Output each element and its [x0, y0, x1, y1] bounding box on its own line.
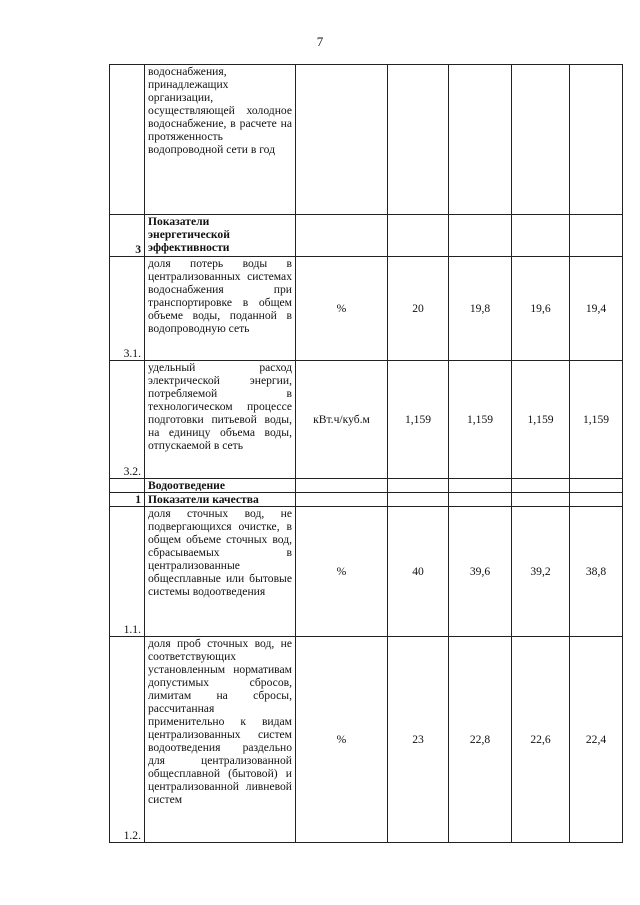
value-cell: 1,159 — [449, 361, 512, 479]
value-cell: 1,159 — [570, 361, 623, 479]
table-row — [110, 507, 623, 637]
unit-cell — [296, 65, 388, 215]
value-cell — [570, 493, 623, 507]
unit-cell — [296, 479, 388, 493]
value-cell — [388, 65, 449, 215]
indicator-description-cell: удельный расход электрической энергии, потребляемой в технологическом процессе подготовки питьевой воды, на единицу объема воды, отпускаемой в сеть — [145, 361, 296, 479]
unit-cell: % — [296, 257, 388, 361]
value-cell — [388, 493, 449, 507]
table-row — [110, 479, 623, 493]
indicator-description-cell: Показатели качества — [145, 493, 296, 507]
value-cell — [570, 479, 623, 493]
row-number-cell: 3 — [110, 215, 145, 257]
value-cell — [570, 65, 623, 215]
unit-cell: % — [296, 507, 388, 637]
indicator-description-cell: доля проб сточных вод, не соответствующих установленным нормативам допустимых сбросов, лимитам на сбросы, рассчитанная применительно к видам централизованных систем водоотведения раздельно для централизованной общесплавной (бытовой) и централизованной ливневой систем — [145, 637, 296, 843]
unit-cell: кВт.ч/куб.м — [296, 361, 388, 479]
indicator-description-cell: доля сточных вод, не подвергающихся очистке, в общем объеме сточных вод, сбрасываемых в централизованные общесплавные или бытовые системы водоотведения — [145, 507, 296, 637]
page-number: 7 — [316, 34, 324, 49]
indicator-description-cell: доля потерь воды в централизованных системах водоснабжения при транспортировке в общем объеме воды, поданной в водопроводную сеть — [145, 257, 296, 361]
value-cell — [388, 215, 449, 257]
value-cell: 39,6 — [449, 507, 512, 637]
value-cell: 40 — [388, 507, 449, 637]
value-cell: 23 — [388, 637, 449, 843]
value-cell: 19,4 — [570, 257, 623, 361]
table-row — [110, 215, 623, 257]
value-cell — [512, 479, 570, 493]
value-cell: 22,8 — [449, 637, 512, 843]
value-cell: 1,159 — [512, 361, 570, 479]
value-cell: 19,6 — [512, 257, 570, 361]
value-cell — [449, 493, 512, 507]
unit-cell — [296, 215, 388, 257]
value-cell: 22,6 — [512, 637, 570, 843]
row-number-cell: 1.1. — [110, 507, 145, 637]
value-cell: 1,159 — [388, 361, 449, 479]
indicators-table — [109, 64, 623, 843]
row-number-cell — [110, 65, 145, 215]
row-number-cell: 1.2. — [110, 637, 145, 843]
value-cell — [388, 479, 449, 493]
row-number-cell: 1 — [110, 493, 145, 507]
row-number-cell: 3.2. — [110, 361, 145, 479]
value-cell — [512, 215, 570, 257]
value-cell — [512, 493, 570, 507]
value-cell — [449, 65, 512, 215]
row-number-cell: 3.1. — [110, 257, 145, 361]
table-row — [110, 637, 623, 843]
unit-cell — [296, 493, 388, 507]
value-cell — [449, 479, 512, 493]
value-cell: 38,8 — [570, 507, 623, 637]
value-cell: 20 — [388, 257, 449, 361]
indicator-description-cell: Показатели энергетической эффективности — [145, 215, 296, 257]
table-row — [110, 361, 623, 479]
value-cell — [512, 65, 570, 215]
unit-cell: % — [296, 637, 388, 843]
table-row — [110, 257, 623, 361]
value-cell — [570, 215, 623, 257]
row-number-cell — [110, 479, 145, 493]
indicator-description-cell: водоснабжения, принадлежащих организации, осуществляющей холодное водоснабжение, в расчете на протяженность водопроводной сети в год — [145, 65, 296, 215]
table-row — [110, 65, 623, 215]
value-cell — [449, 215, 512, 257]
value-cell: 39,2 — [512, 507, 570, 637]
indicator-description-cell: Водоотведение — [145, 479, 296, 493]
table-row — [110, 493, 623, 507]
value-cell: 19,8 — [449, 257, 512, 361]
value-cell: 22,4 — [570, 637, 623, 843]
